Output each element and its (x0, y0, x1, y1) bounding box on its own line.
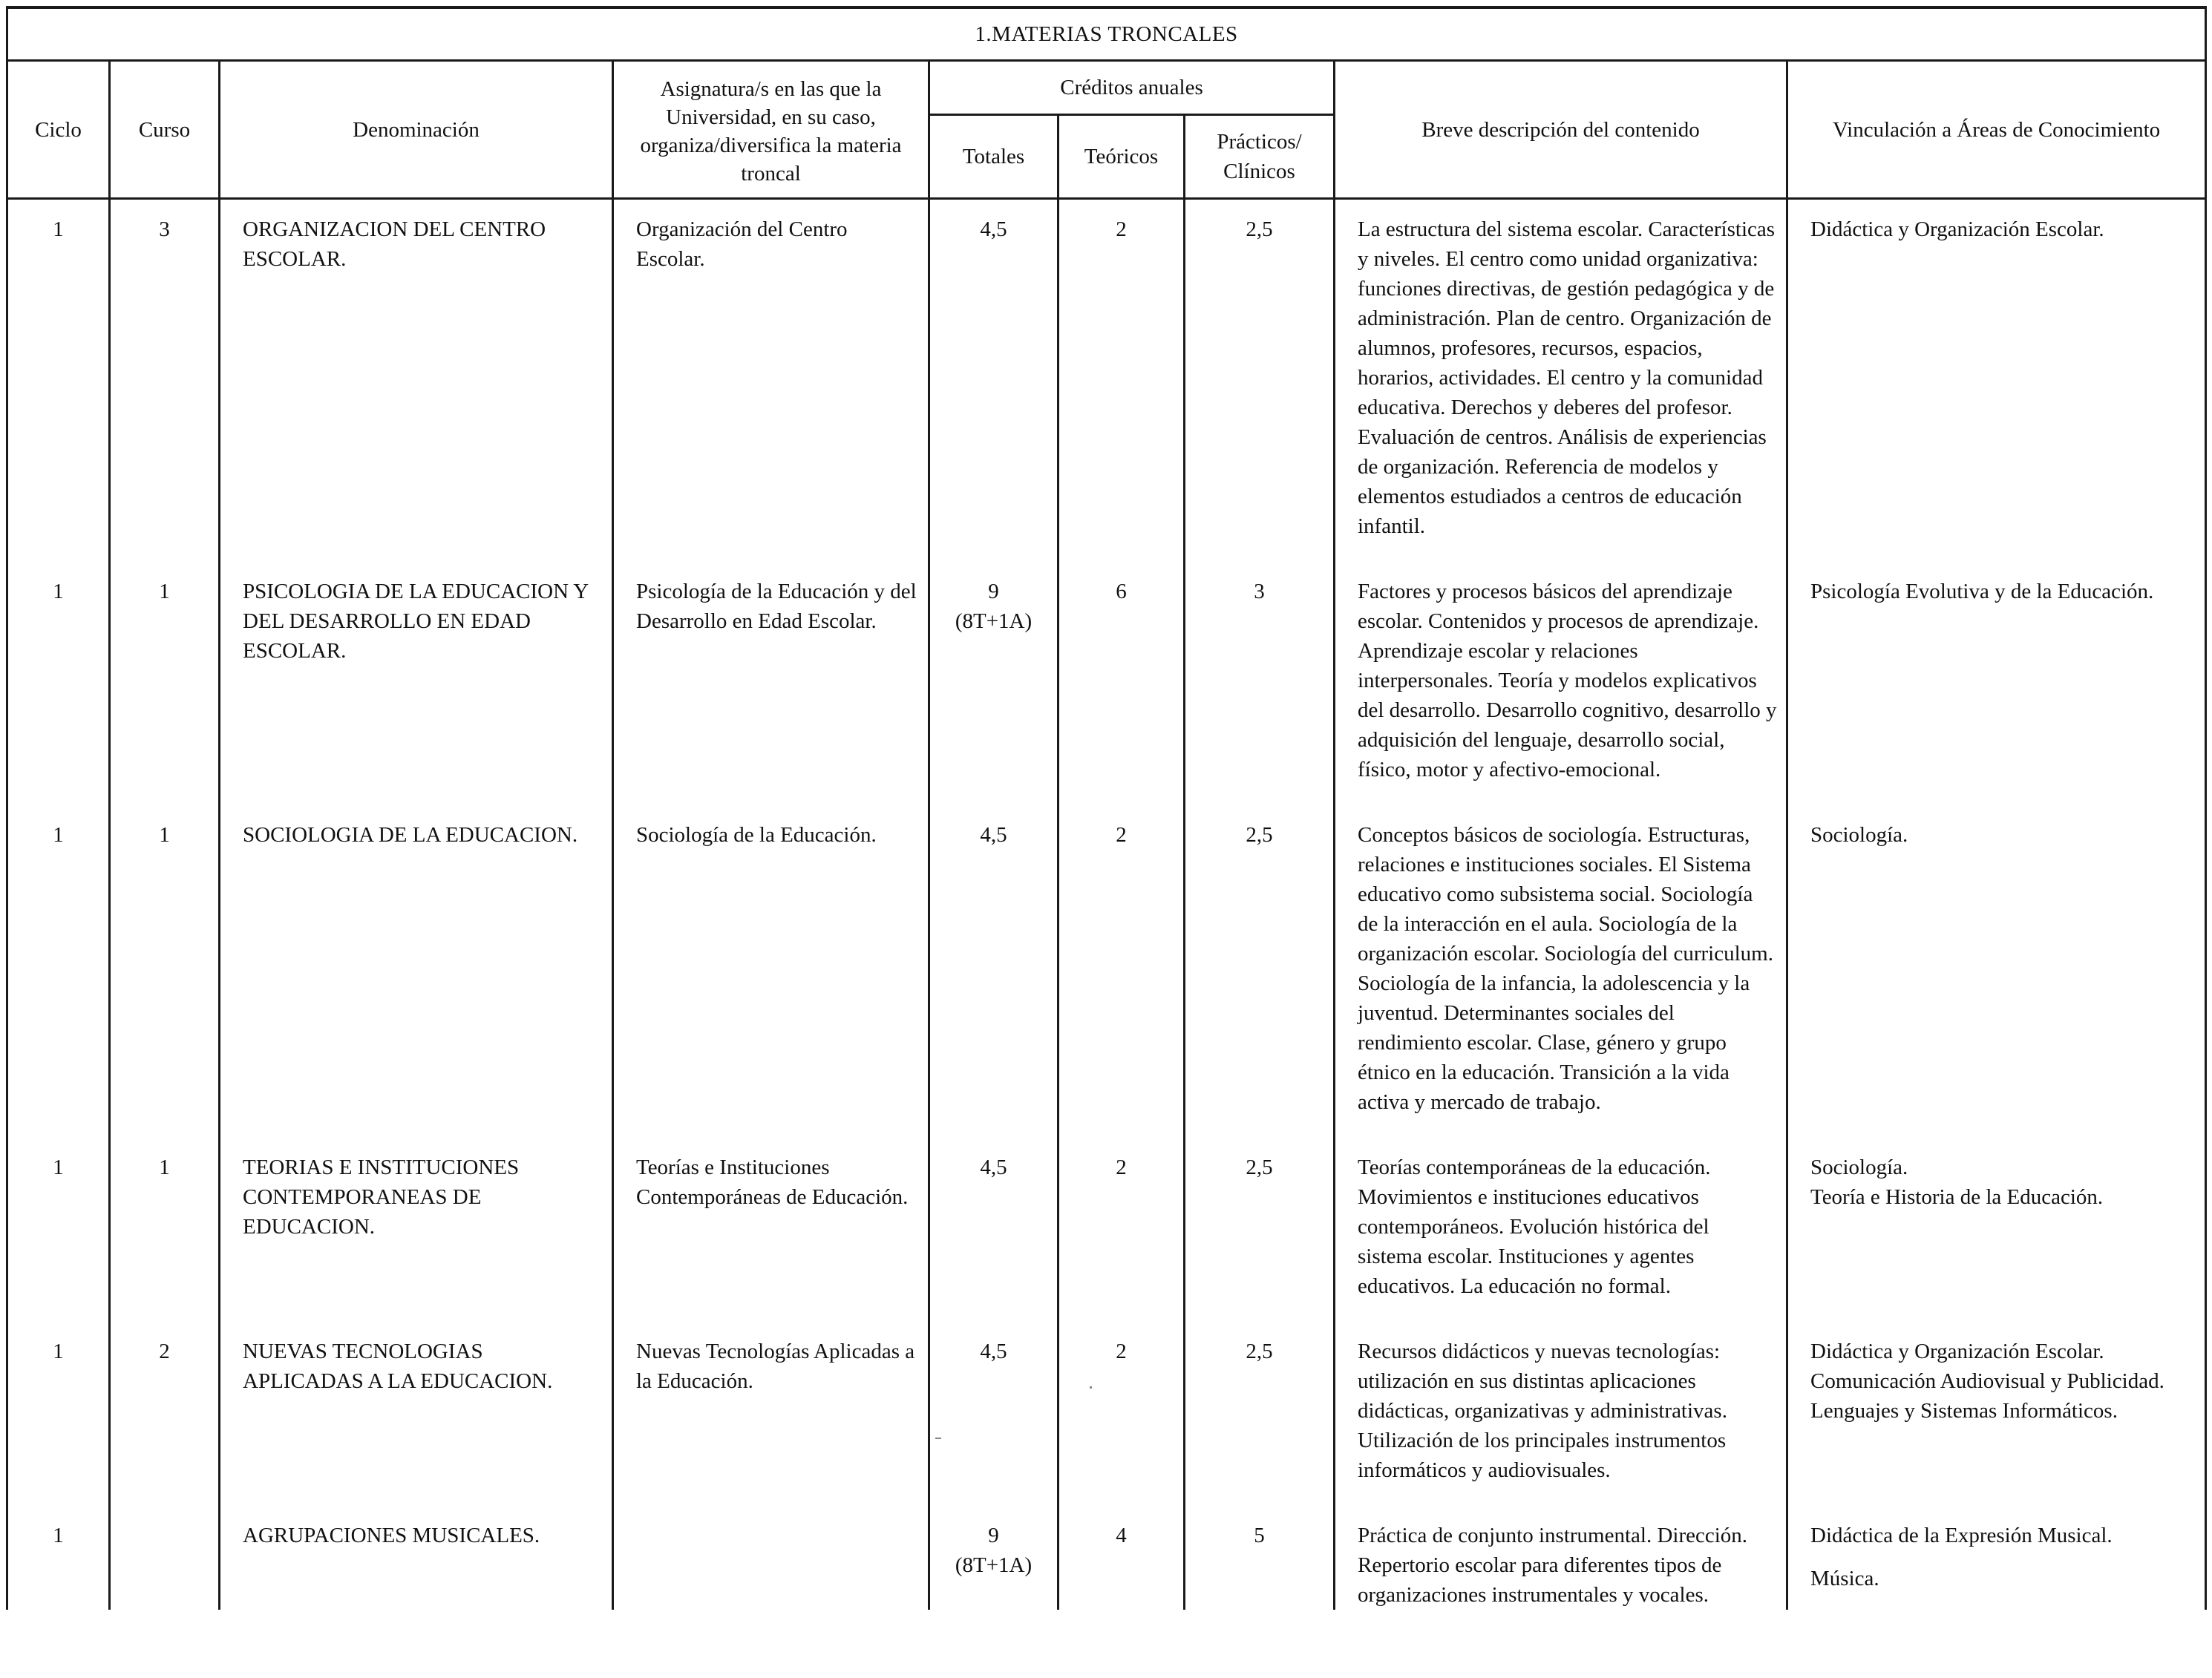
cell-denominacion: SOCIOLOGIA DE LA EDUCACION. (220, 805, 613, 1138)
header-descripcion: Breve descripción del contenido (1335, 61, 1787, 199)
header-denominacion: Denominación (220, 61, 613, 199)
cell-ciclo: 1 (7, 199, 110, 563)
cell-teoricos: 2 (1058, 1322, 1185, 1506)
area-item: Psicología Evolutiva y de la Educación. (1810, 580, 2154, 603)
cell-teoricos: 2 (1058, 805, 1185, 1138)
totales-value: 4,5 (980, 1340, 1007, 1363)
cell-practicos: 5 (1185, 1506, 1335, 1610)
header-vinculacion: Vinculación a Áreas de Conocimiento (1787, 61, 2206, 199)
area-item: Didáctica y Organización Escolar. (1810, 217, 2104, 241)
table-row (7, 1322, 2206, 1506)
cell-vinculacion (1787, 1138, 2206, 1322)
cell-ciclo: 1 (7, 1138, 110, 1322)
cell-asignatura: Teorías e Instituciones Contemporáneas de Educación. (613, 1138, 929, 1322)
cell-descripcion: Práctica de conjunto instrumental. Dirección. Repertorio escolar para diferentes tipos de organizaciones instrumentales y vocales. (1335, 1506, 1787, 1610)
cell-denominacion: TEORIAS E INSTITUCIONES CONTEMPORANEAS DE EDUCACION. (220, 1138, 613, 1322)
cell-curso: 3 (110, 199, 220, 563)
cell-vinculacion (1787, 1322, 2206, 1506)
totales-value: 4,5 (980, 217, 1007, 241)
totales-value: 9 (988, 580, 999, 603)
area-item: Didáctica de la Expresión Musical. (1810, 1524, 2113, 1547)
area-item: Comunicación Audiovisual y Publicidad. (1810, 1369, 2164, 1393)
cell-denominacion: PSICOLOGIA DE LA EDUCACION Y DEL DESARROLLO EN EDAD ESCOLAR. (220, 562, 613, 805)
cell-asignatura: Sociología de la Educación. (613, 805, 929, 1138)
cell-ciclo: 1 (7, 1322, 110, 1506)
cell-totales (929, 562, 1058, 805)
totales-value: 9 (988, 1524, 999, 1547)
table-row (7, 1138, 2206, 1322)
cell-denominacion: AGRUPACIONES MUSICALES. (220, 1506, 613, 1610)
area-item: Didáctica y Organización Escolar. (1810, 1340, 2104, 1363)
cell-denominacion: ORGANIZACION DEL CENTRO ESCOLAR. (220, 199, 613, 563)
table-row (7, 1506, 2206, 1610)
cell-curso (110, 1506, 220, 1610)
header-curso: Curso (110, 61, 220, 199)
area-item: Sociología. (1810, 1156, 1908, 1179)
cell-descripcion: Teorías contemporáneas de la educación. Movimientos e instituciones educativos contemporáneos. Evolución histórica del sistema escolar. Instituciones y agentes educativos. La educación no formal. (1335, 1138, 1787, 1322)
cell-vinculacion (1787, 199, 2206, 563)
cell-teoricos: 6 (1058, 562, 1185, 805)
cell-practicos: 3 (1185, 562, 1335, 805)
cell-vinculacion (1787, 562, 2206, 805)
header-teoricos: Teóricos (1058, 115, 1185, 199)
totales-note: (8T+1A) (955, 609, 1033, 633)
cell-totales (929, 1322, 1058, 1506)
cell-totales (929, 1138, 1058, 1322)
table-row (7, 805, 2206, 1138)
cell-asignatura (613, 1506, 929, 1610)
cell-ciclo: 1 (7, 1506, 110, 1610)
header-creditos: Créditos anuales (929, 61, 1335, 115)
area-item: Sociología. (1810, 823, 1908, 847)
header-totales: Totales (929, 115, 1058, 199)
table-row (7, 199, 2206, 563)
curriculum-sheet (6, 6, 2205, 1678)
area-item: Lenguajes y Sistemas Informáticos. (1810, 1399, 2118, 1423)
cell-practicos: 2,5 (1185, 1138, 1335, 1322)
cell-curso: 1 (110, 562, 220, 805)
materias-troncales-table (6, 6, 2207, 1610)
header-practicos: Prácticos/ Clínicos (1185, 115, 1335, 199)
cell-totales (929, 1506, 1058, 1610)
cell-descripcion: Factores y procesos básicos del aprendizaje escolar. Contenidos y procesos de aprendizaje. Aprendizaje escolar y relaciones interpersonales. Teoría y modelos explicativos del desarrollo. Desarrollo cognitivo, desarrollo y adquisición del lenguaje, desarrollo social, físico, motor y afectivo-emocional. (1335, 562, 1787, 805)
cell-totales (929, 805, 1058, 1138)
totales-value: 4,5 (980, 823, 1007, 847)
cell-descripcion: La estructura del sistema escolar. Características y niveles. El centro como unidad organizativa: funciones directivas, de gestión pedagógica y de administración. Plan de centro. Organización de alumnos, profesores, recursos, espacios, horarios, actividades. El centro y la comunidad educativa. Derechos y deberes del profesor. Evaluación de centros. Análisis de experiencias de organización. Referencia de modelos y elementos estudiados a centros de educación infantil. (1335, 199, 1787, 563)
cell-curso: 1 (110, 1138, 220, 1322)
header-ciclo: Ciclo (7, 61, 110, 199)
cell-vinculacion (1787, 805, 2206, 1138)
totales-note: (8T+1A) (955, 1553, 1033, 1577)
totales-value: 4,5 (980, 1156, 1007, 1179)
cell-vinculacion (1787, 1506, 2206, 1610)
cell-asignatura: Psicología de la Educación y del Desarrollo en Edad Escolar. (613, 562, 929, 805)
cell-denominacion: NUEVAS TECNOLOGIAS APLICADAS A LA EDUCACION. (220, 1322, 613, 1506)
cell-asignatura: Organización del Centro Escolar. (613, 199, 929, 563)
cell-descripcion: Conceptos básicos de sociología. Estructuras, relaciones e instituciones sociales. El Sistema educativo como subsistema social. Sociología de la interacción en el aula. Sociología de la organización escolar. Sociología del curriculum. Sociología de la infancia, la adolescencia y la juventud. Determinantes sociales del rendimiento escolar. Clase, género y grupo étnico en la educación. Transición a la vida activa y mercado de trabajo. (1335, 805, 1787, 1138)
scan-speck (935, 1438, 941, 1439)
cell-teoricos: 4 (1058, 1506, 1185, 1610)
cell-practicos: 2,5 (1185, 805, 1335, 1138)
cell-ciclo: 1 (7, 805, 110, 1138)
cell-teoricos: 2 (1058, 199, 1185, 563)
cell-totales (929, 199, 1058, 563)
cell-descripcion: Recursos didácticos y nuevas tecnologías: utilización en sus distintas aplicaciones didácticas, organizativas y administrativas. Utilización de los principales instrumentos informáticos y audiovisuales. (1335, 1322, 1787, 1506)
cell-practicos: 2,5 (1185, 1322, 1335, 1506)
cell-ciclo: 1 (7, 562, 110, 805)
area-item: Teoría e Historia de la Educación. (1810, 1185, 2104, 1209)
area-item: Música. (1810, 1567, 1879, 1590)
scan-speck (1090, 1386, 1092, 1389)
cell-teoricos: 2 (1058, 1138, 1185, 1322)
header-asignatura: Asignatura/s en las que la Universidad, en su caso, organiza/diversifica la materia troncal (613, 61, 929, 199)
table-row (7, 562, 2206, 805)
cell-asignatura: Nuevas Tecnologías Aplicadas a la Educación. (613, 1322, 929, 1506)
cell-practicos: 2,5 (1185, 199, 1335, 563)
cell-curso: 1 (110, 805, 220, 1138)
table-title: 1.MATERIAS TRONCALES (7, 7, 2206, 61)
cell-curso: 2 (110, 1322, 220, 1506)
